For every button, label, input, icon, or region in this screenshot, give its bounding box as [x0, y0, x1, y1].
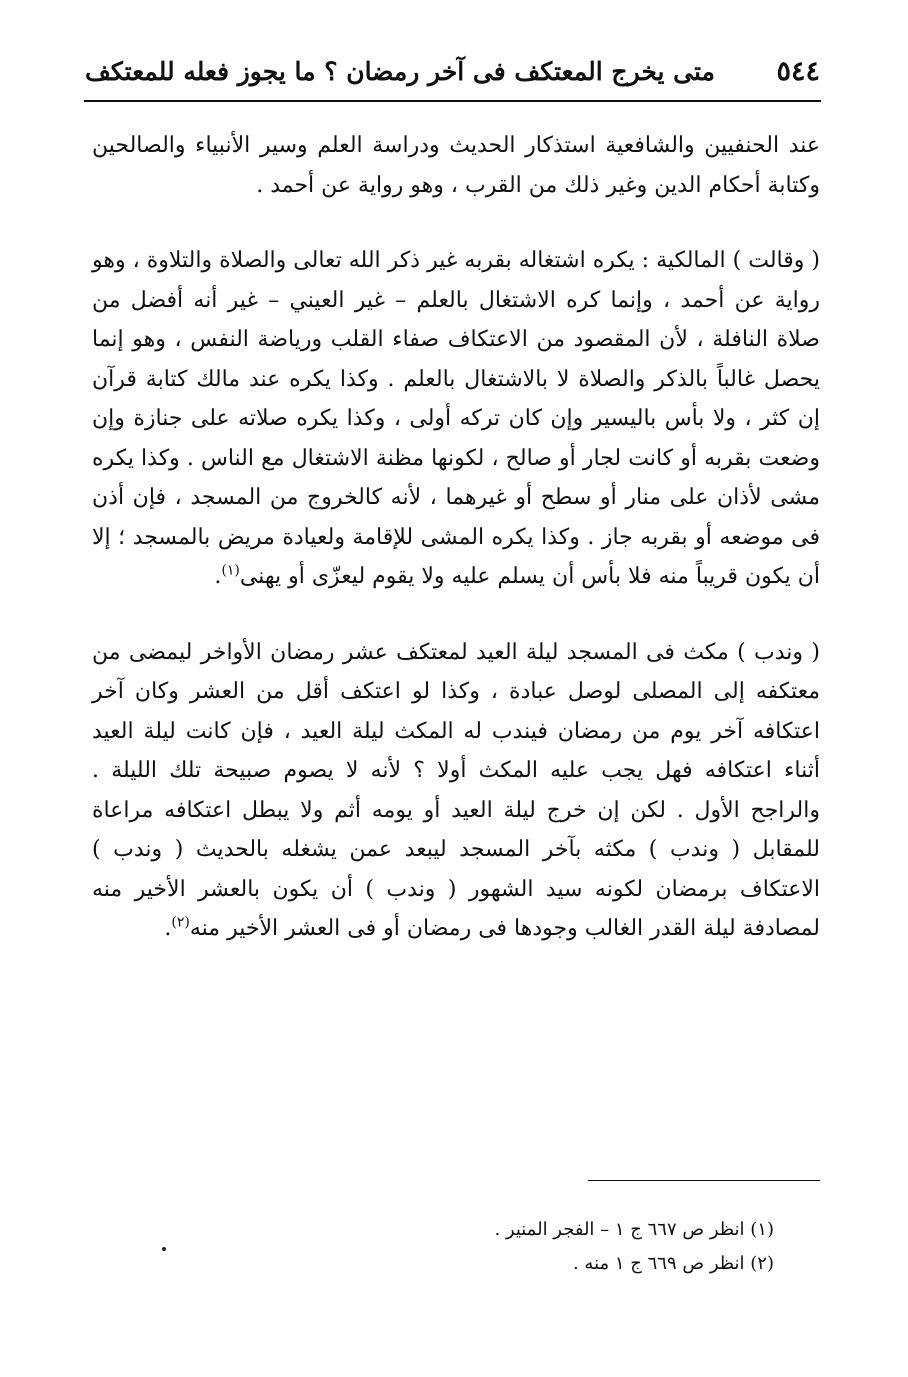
page-header [85, 52, 820, 90]
paragraph-1-text: عند الحنفيين والشافعية استذكار الحديث ودراسة العلم وسير الأنبياء والصالحين وكتابة أحكام الدين وغير ذلك من القرب ، وهو رواية عن أحمد . [92, 133, 820, 198]
footnote-1: (١) انظر ص ٦٦٧ ج ١ – الفجر المنير . [494, 1219, 774, 1240]
paragraph-2-text: ( وقالت ) المالكية : يكره اشتغاله بقربه غير ذكر الله تعالى والصلاة والتلاوة ، وهو رواية عن أحمد ، وإنما كره الاشتغال بالعلم – غير العيني – غير أنه أفضل من صلاة النافلة ، لأن المقصود من الاعتكاف صفاء القلب ورياضة النفس ، وهو إنما يحصل غالباً بالذكر والصلاة لا بالاشتغال بالعلم . وكذا يكره عند مالك كتابة قرآن إن كثر ، ولا بأس باليسير وإن كان تركه أولى ، وكذا يكره صلاته على جنازة وإن وضعت بقربه أو كانت لجار أو صالح ، لكونها مظنة الاشتغال مع الناس . وكذا يكره مشى لأذان على منار أو سطح أو غيرهما ، لأنه كالخروج من المسجد ، فإن أذن فى موضعه أو بقربه جاز . وكذا يكره المشى للإقامة ولعيادة مريض بالمسجد ؛ إلا أن يكون قريباً منه فلا بأس أن يسلم عليه ولا يقوم ليعزّى أو يهنى [92, 248, 820, 589]
paragraph-3-end: . [164, 916, 172, 941]
footnote-ref-1[interactable]: (١) [221, 562, 240, 579]
main-text [92, 126, 820, 949]
footnotes [174, 1213, 774, 1281]
footnote-rule [588, 1180, 820, 1181]
running-title: متى يخرج المعتكف فى آخر رمضان ؟ ما يجوز فعله للمعتكف [85, 56, 715, 86]
print-speck [162, 1247, 166, 1251]
footnote-2: (٢) انظر ص ٦٦٩ ج ١ منه . [572, 1253, 774, 1274]
paragraph-3 [92, 633, 820, 949]
paragraph-2-end: . [214, 564, 222, 589]
paragraph-3-text: ( وندب ) مكث فى المسجد ليلة العيد لمعتكف عشر رمضان الأواخر ليمضى من معتكفه إلى المصلى لوصل عبادة ، وكذا لو اعتكف أقل من العشر وكان آخر اعتكافه آخر يوم من رمضان فيندب له المكث ليلة العيد ، فإن كانت ليلة العيد أثناء اعتكافه فهل يجب عليه المكث أولا ؟ لأنه لا يصوم صبيحة تلك الليلة . والراجح الأول . لكن إن خرج ليلة العيد أو يومه أثم ولا يبطل اعتكافه مراعاة للمقابل ( وندب ) مكثه بآخر المسجد ليبعد عمن يشغله بالحديث ( وندب ) الاعتكاف برمضان لكونه سيد الشهور ( وندب ) أن يكون بالعشر الأخير منه لمصادفة ليلة القدر الغالب وجودها فى رمضان أو فى العشر الأخير منه [92, 639, 820, 941]
header-rule [84, 100, 821, 102]
footnote-ref-2[interactable]: (٢) [171, 914, 190, 931]
paragraph-2 [92, 241, 820, 597]
paragraph-1 [92, 126, 820, 205]
page-number: ٥٤٤ [776, 55, 820, 87]
